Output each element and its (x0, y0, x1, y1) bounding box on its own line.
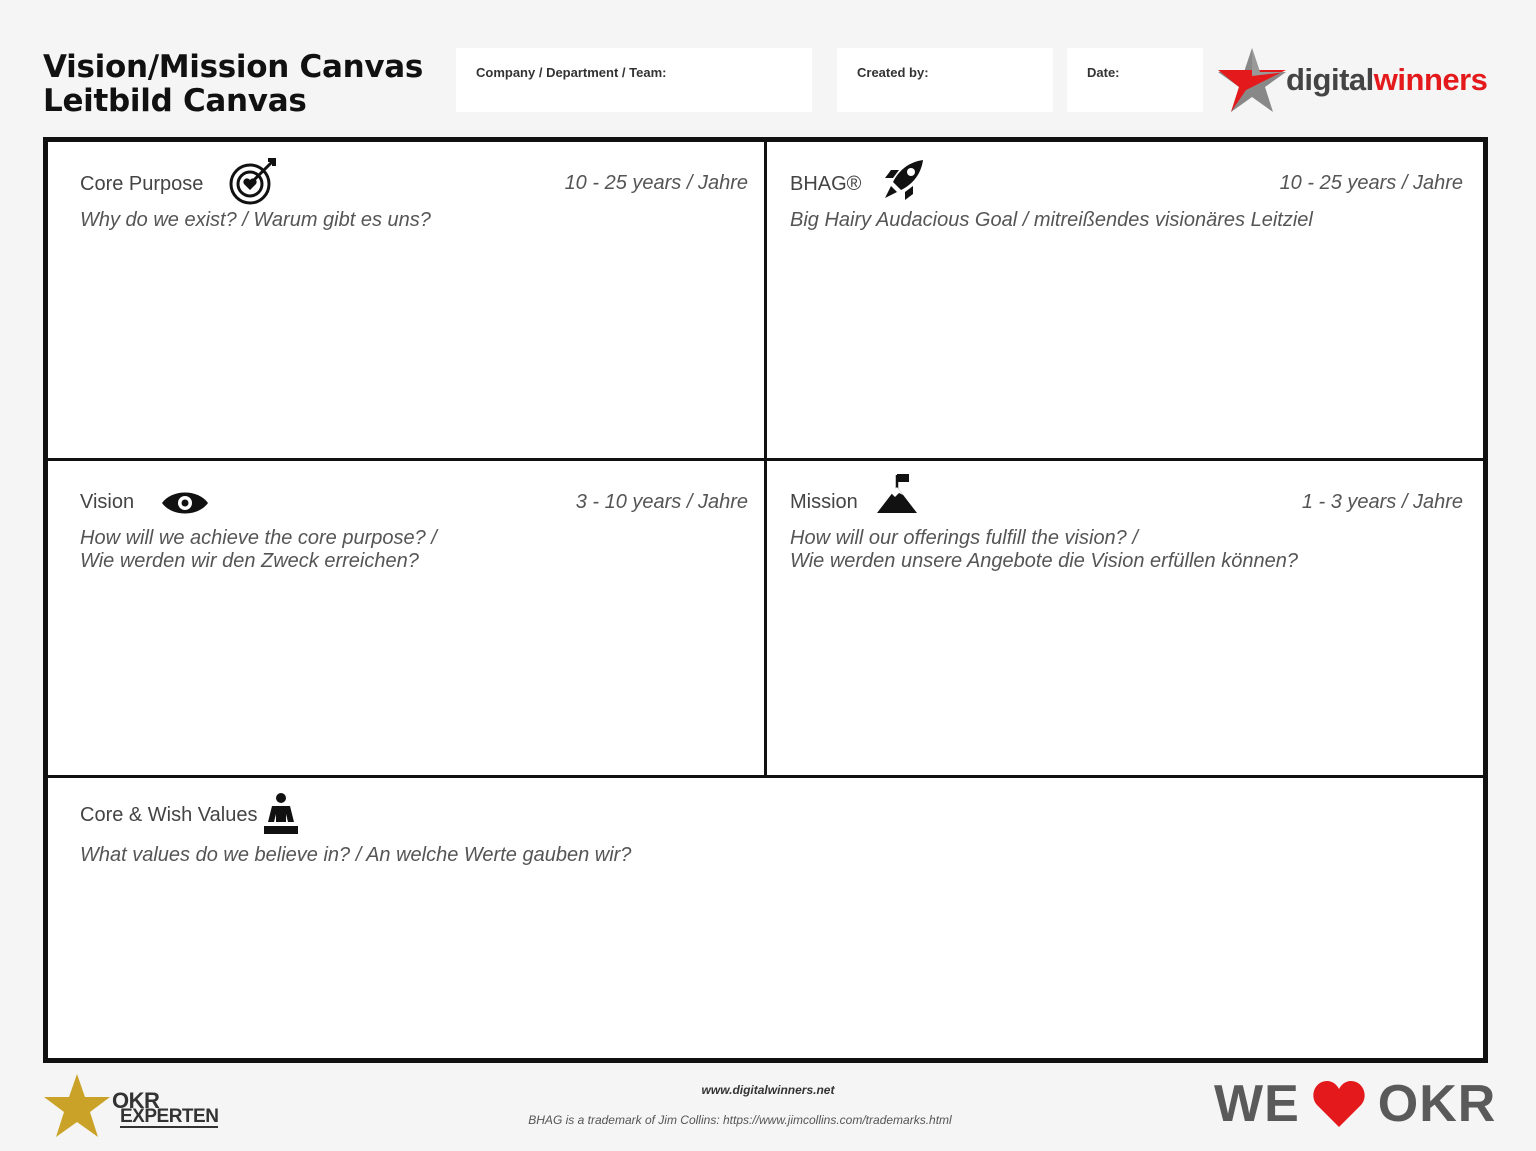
title-line-2: Leitbild Canvas (43, 83, 307, 119)
core-purpose-section[interactable] (48, 142, 764, 458)
title-line-1: Vision/Mission Canvas (43, 49, 424, 85)
mission-question-line-1: How will our offerings fulfill the vision? / (790, 527, 1138, 549)
company-field-label: Company / Department / Team: (476, 65, 667, 80)
bhag-question: Big Hairy Audacious Goal / mitreißendes visionäres Leitziel (790, 209, 1313, 231)
footer-url[interactable]: www.digitalwinners.net (701, 1083, 835, 1097)
core-purpose-horizon: 10 - 25 years / Jahre (564, 172, 748, 194)
vision-question (80, 527, 437, 573)
core-purpose-title: Core Purpose (80, 173, 204, 195)
brand-word-dark: digital (1286, 62, 1374, 97)
values-section[interactable] (48, 778, 1483, 1058)
we-love-okr-slogan (1214, 1074, 1496, 1134)
target-heart-icon (228, 156, 280, 206)
company-field[interactable] (456, 48, 812, 112)
okr-logo-line-1: OKR (112, 1088, 160, 1113)
created-by-field-label: Created by: (857, 65, 929, 80)
page-title (43, 50, 423, 118)
canvas-board (43, 137, 1488, 1063)
vision-section[interactable] (48, 461, 764, 775)
mission-section[interactable] (767, 461, 1483, 775)
mountain-flag-icon (875, 471, 919, 515)
star-logo-icon (1216, 46, 1288, 116)
brand-word-red: winners (1373, 62, 1488, 97)
values-question: What values do we believe in? / An welche Werte gauben wir? (80, 844, 632, 866)
eye-icon (160, 489, 210, 517)
core-purpose-question: Why do we exist? / Warum gibt es uns? (80, 209, 431, 231)
vision-question-line-1: How will we achieve the core purpose? / (80, 527, 437, 549)
date-field[interactable] (1067, 48, 1203, 112)
slogan-okr: OKR (1377, 1075, 1497, 1133)
mission-question-line-2: Wie werden unsere Angebote die Vision erfüllen können? (790, 550, 1298, 572)
values-title: Core & Wish Values (80, 804, 258, 826)
rocket-icon (881, 158, 927, 204)
okr-logo-line-2: EXPERTEN (120, 1106, 219, 1127)
mission-horizon: 1 - 3 years / Jahre (1301, 491, 1463, 513)
date-field-label: Date: (1087, 65, 1120, 80)
digitalwinners-logo (1216, 46, 1496, 116)
brand-wordmark (1286, 62, 1487, 98)
mission-title: Mission (790, 491, 858, 513)
mission-question (790, 527, 1298, 573)
vision-horizon: 3 - 10 years / Jahre (575, 491, 748, 513)
heart-icon (1312, 1079, 1366, 1129)
slogan-we: WE (1214, 1075, 1300, 1133)
bhag-title: BHAG® (790, 173, 862, 195)
bhag-section[interactable] (767, 142, 1483, 458)
meditation-icon (262, 792, 300, 838)
footer-trademark-note: BHAG is a trademark of Jim Collins: https://www.jimcollins.com/trademarks.html (528, 1113, 952, 1127)
bhag-horizon: 10 - 25 years / Jahre (1279, 172, 1463, 194)
created-by-field[interactable] (837, 48, 1053, 112)
vision-title: Vision (80, 491, 135, 513)
vision-question-line-2: Wie werden wir den Zweck erreichen? (80, 550, 419, 572)
